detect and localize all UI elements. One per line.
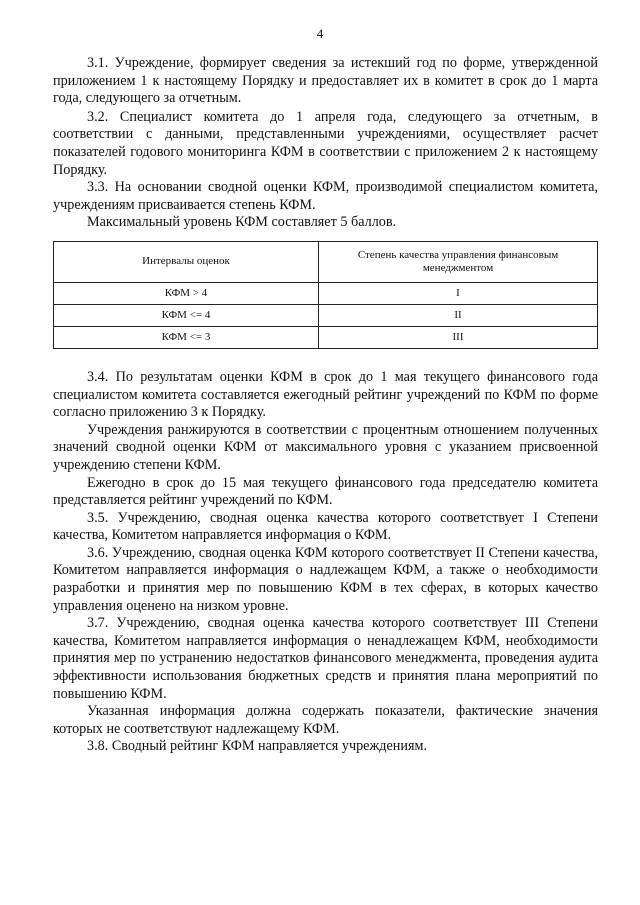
paragraph-information-content: Указанная информация должна содержать показатели, фактические значения которых не соответствуют надлежащему КФМ. <box>53 703 598 737</box>
paragraph-ranking: Учреждения ранжируются в соответствии с процентным отношением полученных значений сводной оценки КФМ от максимального уровня с указанием присвоенной учреждению степени КФМ. <box>53 421 598 473</box>
table-cell-interval: КФМ <= 3 <box>54 326 319 348</box>
table-row <box>54 304 598 326</box>
paragraph-max-level: Максимальный уровень КФМ составляет 5 баллов. <box>87 214 397 231</box>
paragraph-3-8: 3.8. Сводный рейтинг КФМ направляется учреждениям. <box>87 738 428 755</box>
document-body <box>53 55 598 756</box>
table-header-intervals: Интервалы оценок <box>54 241 319 282</box>
kfm-grade-table <box>53 241 598 349</box>
paragraph-3-7: 3.7. Учреждению, сводная оценка качества которого соответствует III Степени качества, Комитетом направляется информация о ненадлежащем КФМ, необходимости принятия мер по устранению недостатков финансового менеджмента, проведения аудита эффективности использования бюджетных средств и принятия плана мероприятий по повышению КФМ. <box>53 615 598 702</box>
table-cell-interval: КФМ <= 4 <box>54 304 319 326</box>
table-cell-interval: КФМ > 4 <box>54 282 319 304</box>
paragraph-3-1: 3.1. Учреждение, формирует сведения за истекший год по форме, утвержденной приложением 1 к настоящему Порядку и предоставляет их в комитет в срок до 1 марта года, следующего за отчетным. <box>53 55 598 107</box>
paragraph-annual-rating: Ежегодно в срок до 15 мая текущего финансового года председателю комитета представляется рейтинг учреждений по КФМ. <box>53 474 598 509</box>
table-header-row <box>54 241 598 282</box>
table-cell-degree: I <box>319 282 598 304</box>
table-cell-degree: III <box>319 326 598 348</box>
paragraph-3-5: 3.5. Учреждению, сводная оценка качества которого соответствует I Степени качества, Комитетом направляется информация о КФМ. <box>53 509 598 544</box>
paragraph-3-4: 3.4. По результатам оценки КФМ в срок до 1 мая текущего финансового года специалистом комитета составляется ежегодный рейтинг учреждений по КФМ по форме согласно приложению 3 к Порядку. <box>53 368 598 421</box>
paragraph-3-6: 3.6. Учреждению, сводная оценка КФМ которого соответствует II Степени качества, Комитетом направляется информация о надлежащем КФМ, а также о необходимости разработки и принятия мер по повышению КФМ в тех сферах, в которых качество управления оценено на низком уровне. <box>53 544 598 614</box>
paragraph-3-3: 3.3. На основании сводной оценки КФМ, производимой специалистом комитета, учреждениям присваивается степень КФМ. <box>53 179 598 213</box>
table-row <box>54 282 598 304</box>
table-cell-degree: II <box>319 304 598 326</box>
page-number: 4 <box>316 26 324 41</box>
table-header-quality-degree: Степень качества управления финансовым менеджментом <box>319 241 598 282</box>
table-row <box>54 326 598 348</box>
paragraph-3-2: 3.2. Специалист комитета до 1 апреля года, следующего за отчетным, в соответствии с данными, представленными учреждениями, осуществляет расчет показателей годового мониторинга КФМ в соответствии с приложением 2 к настоящему Порядку. <box>53 108 598 178</box>
